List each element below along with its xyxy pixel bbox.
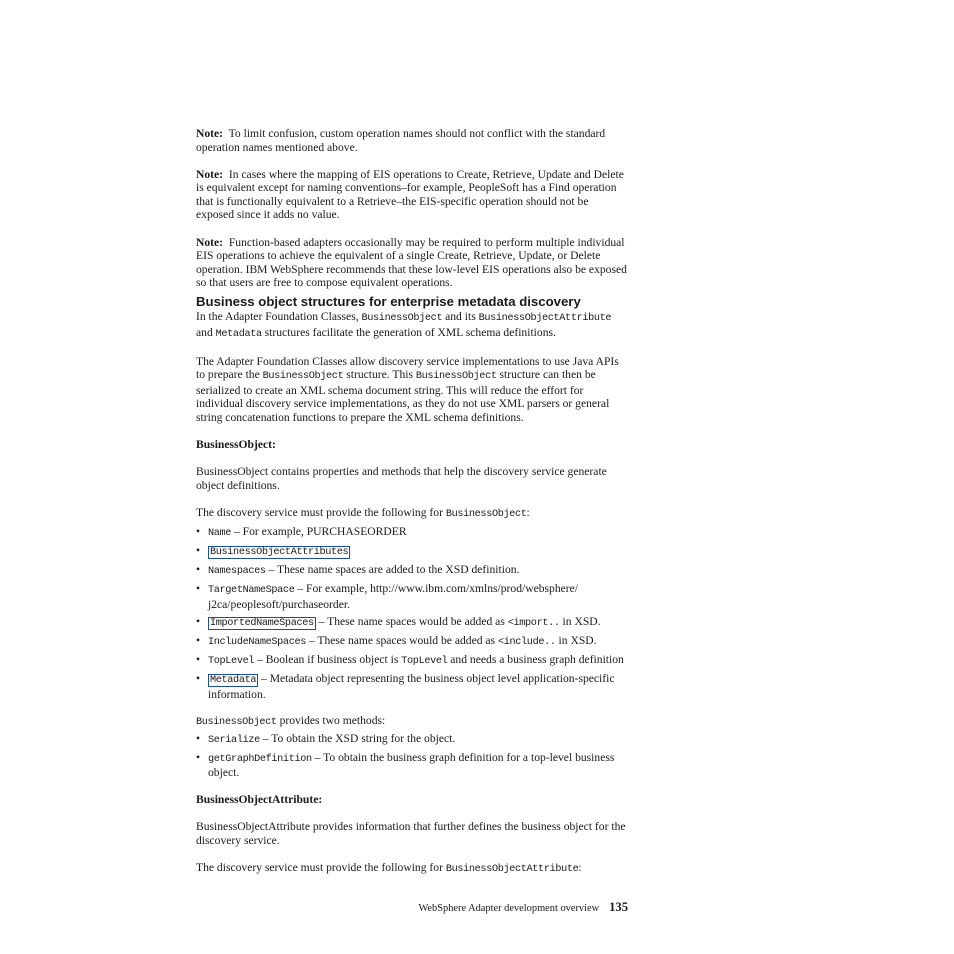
businessobject-methods-intro (196, 714, 628, 730)
text: – These name spaces are added to the XSD definition. (265, 563, 520, 577)
foundation-paragraph (196, 355, 628, 425)
text: structure. This (343, 368, 416, 382)
code-term: Name (208, 528, 232, 540)
text: – Metadata object representing the business object level application-specific information. (208, 671, 615, 701)
code-term: BusinessObjectAttribute (478, 312, 612, 324)
text: : (526, 505, 530, 519)
businessobjectattribute-description: BusinessObjectAttribute provides information that further defines the business object for the discovery service. (196, 820, 626, 847)
code-term: TopLevel (401, 655, 448, 667)
list-item (196, 615, 628, 631)
list-item (196, 544, 628, 560)
code-term: BusinessObject (196, 717, 277, 729)
code-term: TopLevel (208, 655, 255, 667)
text: – For example, PURCHASEORDER (231, 525, 407, 539)
text: – These name spaces would be added as (305, 633, 498, 647)
text: In the Adapter Foundation Classes, (196, 309, 362, 323)
code-term: BusinessObjectAttribute (445, 863, 579, 875)
code-term: <import.. (507, 618, 560, 629)
code-term: Namespaces (208, 566, 266, 578)
businessobjectattribute-provide-intro (196, 861, 628, 877)
text: The discovery service must provide the following for (196, 860, 446, 874)
list-item (196, 653, 628, 669)
note-label: Note: (196, 167, 224, 181)
list-item (196, 732, 628, 748)
footer-title: WebSphere Adapter development overview (418, 903, 600, 914)
businessobject-description: BusinessObject contains properties and methods that help the discovery service generate object definitions. (196, 465, 607, 492)
code-term: IncludeNameSpaces (208, 636, 306, 648)
note-1 (196, 127, 628, 154)
note-label: Note: (196, 127, 224, 140)
list-item (196, 672, 628, 701)
text: and (196, 325, 216, 339)
text: and needs a business graph definition (447, 652, 624, 666)
metadata-link[interactable]: Metadata (210, 674, 257, 686)
text: provides two methods: (276, 714, 386, 728)
code-term: BusinessObject (262, 371, 344, 383)
intro-paragraph (196, 310, 628, 341)
page-footer (196, 900, 628, 916)
note-label: Note: (196, 235, 224, 249)
text: – To obtain the business graph definition for a top-level business object. (208, 750, 615, 780)
importednamespaces-link[interactable]: ImportedNameSpaces (210, 618, 314, 629)
code-term: Serialize (208, 734, 260, 746)
text: – Boolean if business object is (254, 652, 402, 666)
businessobjectattribute-subheading: BusinessObjectAttribute: (196, 792, 323, 806)
list-item (196, 751, 628, 780)
note-2 (196, 168, 628, 222)
code-term: <include.. (497, 636, 556, 648)
note-text: In cases where the mapping of EIS operations to Create, Retrieve, Update and Delete is equivalent except for naming conventions–for example, PeopleSoft has a Find operation that is functionally equivalent to a Retrieve–the EIS-specific operation should not be exposed since it adds no value. (196, 167, 624, 222)
code-term: TargetNameSpace (208, 585, 295, 597)
text: : (578, 860, 582, 874)
text: in XSD. (555, 633, 597, 647)
text: structure can then be serialized to create an XML schema document string. This will reduce the effort for individual discovery service implementations, as they do not use XML parsers or general string concatenation functions to prepare the XML schema definitions. (196, 368, 610, 424)
code-term: BusinessObject (361, 312, 443, 324)
text: The Adapter Foundation Classes allow discovery service implementations to use Java APIs to prepare the (196, 354, 619, 382)
text: – To obtain the XSD string for the object. (259, 731, 456, 745)
code-term: BusinessObject (445, 508, 527, 520)
text: The discovery service must provide the following for (196, 505, 446, 519)
list-item (196, 525, 628, 541)
text: – For example, http://www.ibm.com/xmlns/prod/websphere/ j2ca/peoplesoft/purchaseorder. (208, 582, 579, 612)
text: in XSD. (559, 615, 601, 628)
note-text: To limit confusion, custom operation names should not conflict with the standard operation names mentioned above. (196, 127, 606, 154)
businessobjectattributes-link[interactable]: BusinessObjectAttributes (210, 547, 349, 559)
list-item (196, 563, 628, 579)
list-item (196, 634, 628, 650)
note-3 (196, 236, 628, 290)
code-term: BusinessObject (415, 371, 497, 383)
code-term: getGraphDefinition (208, 753, 312, 765)
businessobject-subheading: BusinessObject: (196, 438, 276, 452)
list-item (196, 582, 628, 611)
text: structures facilitate the generation of XML schema definitions. (261, 325, 556, 339)
code-term: Metadata (215, 328, 262, 340)
section-heading: Business object structures for enterprise metadata discovery (196, 293, 581, 309)
businessobject-provide-intro (196, 506, 628, 522)
note-text: Function-based adapters occasionally may be required to perform multiple individual EIS operations to achieve the equivalent of a single Create, Retrieve, Update, or Delete operation. IBM WebSphere recommends that these low-level EIS operations also be exposed so that users are free to compose equivalent operations. (196, 235, 627, 290)
page-body (196, 127, 628, 876)
businessobject-method-list (196, 732, 628, 780)
text: and its (442, 309, 479, 323)
page-number: 135 (609, 900, 628, 914)
text: – These name spaces would be added as (315, 615, 508, 628)
businessobject-property-list (196, 525, 628, 701)
